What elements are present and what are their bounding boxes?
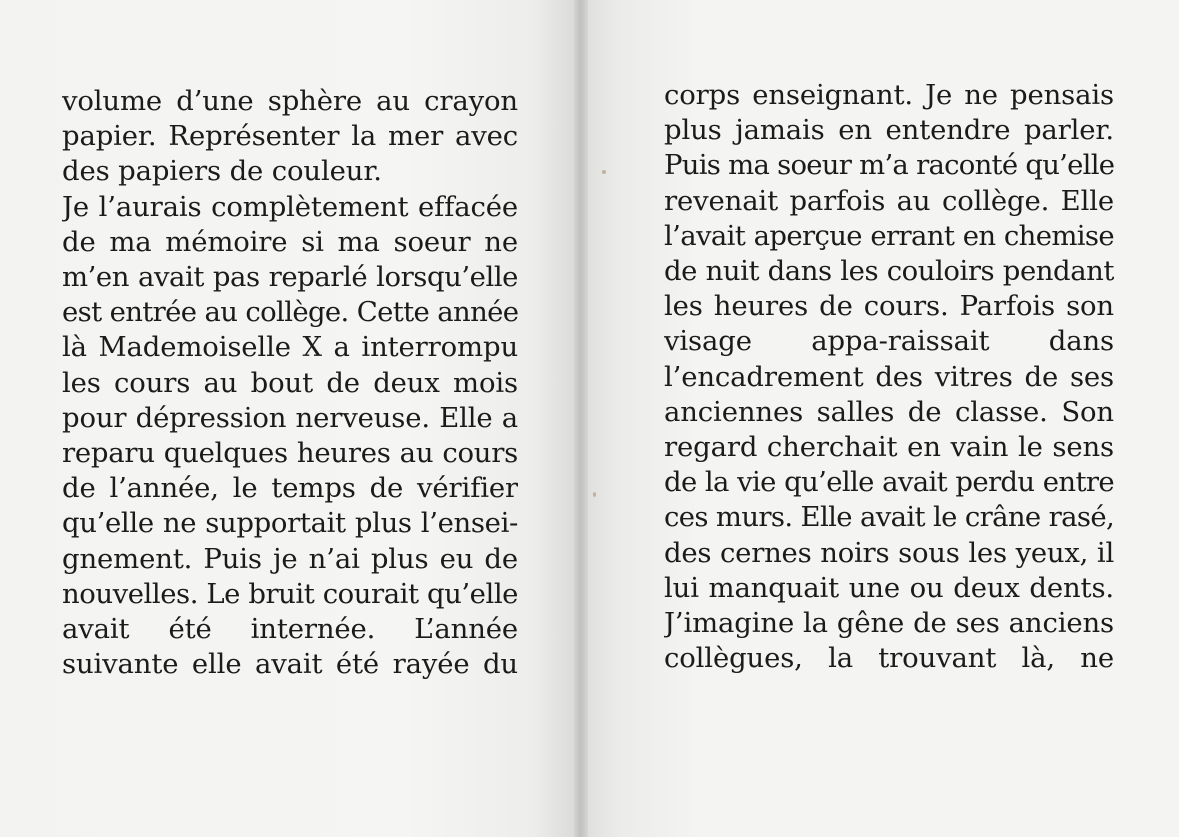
text-line: l’encadrement des vitres de ses bbox=[664, 360, 1114, 393]
text-line: est entrée au collège. Cette année bbox=[62, 296, 518, 329]
text-line: collègues, la trouvant là, ne bbox=[664, 642, 1114, 675]
left-page bbox=[0, 0, 580, 837]
text-line: visage appa-raissait dans bbox=[664, 325, 1114, 358]
text-line: suivante elle avait été rayée du bbox=[62, 648, 518, 681]
text-line: qu’elle ne supportait plus l’ensei- bbox=[62, 507, 518, 540]
text-line: anciennes salles de classe. Son bbox=[664, 395, 1114, 428]
book-gutter bbox=[574, 0, 588, 837]
text-line: corps enseignant. Je ne pensais bbox=[664, 79, 1114, 111]
text-line: volume d’une sphère au crayon bbox=[62, 85, 518, 117]
paper-speck bbox=[602, 170, 606, 174]
text-line: reparu quelques heures au cours bbox=[62, 437, 518, 470]
text-line: de l’année, le temps de vérifier bbox=[62, 472, 518, 505]
text-line: m’en avait pas reparlé lorsqu’elle bbox=[62, 261, 518, 294]
paper-speck bbox=[593, 492, 596, 497]
text-line: des papiers de couleur. bbox=[62, 155, 382, 188]
text-line: ces murs. Elle avait le crâne rasé, bbox=[664, 501, 1114, 534]
text-line: de la vie qu’elle avait perdu entre bbox=[664, 466, 1114, 499]
text-line: là Mademoiselle X a interrompu bbox=[62, 331, 518, 364]
right-page bbox=[580, 0, 1179, 837]
text-line: papier. Représenter la mer avec bbox=[62, 120, 518, 153]
text-line: pour dépression nerveuse. Elle a bbox=[62, 401, 518, 434]
text-line: de ma mémoire si ma soeur ne bbox=[62, 225, 518, 258]
left-page-text bbox=[62, 84, 518, 682]
text-line: les heures de cours. Parfois son bbox=[664, 290, 1114, 323]
text-line: revenait parfois au collège. Elle bbox=[664, 184, 1114, 217]
text-line: lui manquait une ou deux dents. bbox=[664, 571, 1114, 604]
text-line: regard cherchait en vain le sens bbox=[664, 431, 1114, 464]
text-line: gnement. Puis je n’ai plus eu de bbox=[62, 542, 518, 575]
text-line: des cernes noirs sous les yeux, il bbox=[664, 536, 1114, 569]
text-line: nouvelles. Le bruit courait qu’elle bbox=[62, 577, 518, 610]
text-line: avait été internée. L’année bbox=[62, 613, 518, 646]
text-line: de nuit dans les couloirs pendant bbox=[664, 255, 1114, 288]
text-line: l’avait aperçue errant en chemise bbox=[664, 219, 1114, 252]
text-line: plus jamais en entendre parler. bbox=[664, 114, 1114, 147]
text-line: Je l’aurais complètement effacée bbox=[62, 190, 518, 223]
text-line: Puis ma soeur m’a raconté qu’elle bbox=[664, 149, 1114, 182]
right-page-text bbox=[664, 78, 1114, 676]
text-line: les cours au bout de deux mois bbox=[62, 366, 518, 399]
text-line: J’imagine la gêne de ses anciens bbox=[664, 607, 1114, 640]
